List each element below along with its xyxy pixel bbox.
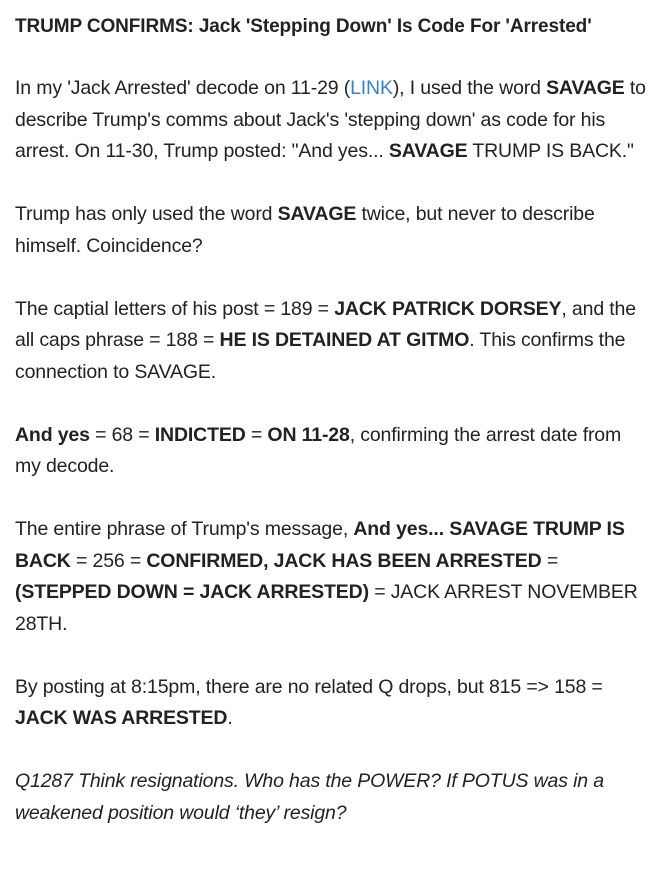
bold-text: And yes xyxy=(15,423,90,446)
text: , and the all caps phrase = 188 = xyxy=(15,297,636,351)
text: Trump has only used the word xyxy=(15,203,278,225)
text: . This confirms the connection to SAVAGE. xyxy=(15,329,626,383)
text: The captial letters of his post = 189 = xyxy=(15,297,335,320)
bold-text: SAVAGE xyxy=(388,140,468,162)
paragraph-posting-time xyxy=(15,672,647,735)
paragraph-capital-letters xyxy=(15,294,647,389)
text: to describe Trump's comms about Jack's 'stepping down' as code for his arrest. On 11-30, Trump posted: "And yes... xyxy=(15,77,646,162)
bold-text: HE IS DETAINED AT GITMO xyxy=(219,329,470,351)
paragraph-savage-usage xyxy=(15,199,647,262)
text: twice, but never to describe himself. Coincidence? xyxy=(15,203,595,257)
article xyxy=(15,11,647,829)
paragraph-entire-phrase xyxy=(15,514,647,640)
text: , confirming the arrest date from my decode. xyxy=(15,423,622,477)
bold-text: (STEPPED DOWN = JACK ARRESTED) xyxy=(15,581,369,603)
bold-text: CONFIRMED, JACK HAS BEEN ARRESTED xyxy=(146,549,542,572)
text: = 68 = xyxy=(89,423,155,446)
text: ), I used the word xyxy=(392,77,547,99)
bold-text: And yes... SAVAGE TRUMP IS BACK xyxy=(15,518,625,572)
bold-text: SAVAGE xyxy=(277,203,357,225)
text: The entire phrase of Trump's message, xyxy=(15,518,354,540)
bold-text: ON 11-28 xyxy=(267,423,350,446)
paragraph-decode-reference xyxy=(15,73,647,168)
bold-text: JACK WAS ARRESTED xyxy=(15,707,228,729)
text: = xyxy=(541,549,559,572)
text: = JACK ARREST NOVEMBER 28TH. xyxy=(15,581,638,635)
text: . xyxy=(227,707,233,729)
text: = 256 = xyxy=(70,549,147,572)
text: In my 'Jack Arrested' decode on 11-29 ( xyxy=(15,77,351,99)
paragraph-and-yes xyxy=(15,420,647,483)
bold-text: SAVAGE xyxy=(546,77,625,99)
article-title: TRUMP CONFIRMS: Jack 'Stepping Down' Is Code For 'Arrested' xyxy=(15,16,592,37)
text: TRUMP IS BACK." xyxy=(467,140,634,162)
decode-link[interactable]: LINK xyxy=(350,77,393,99)
bold-text: INDICTED xyxy=(154,423,246,446)
q-drop-quote: Q1287 Think resignations. Who has the POWER? If POTUS was in a weakened position would ‘they’ resign? xyxy=(15,770,604,824)
text: = xyxy=(245,423,268,446)
text: By posting at 8:15pm, there are no related Q drops, but 815 => 158 = xyxy=(15,675,603,698)
bold-text: JACK PATRICK DORSEY xyxy=(334,297,562,320)
